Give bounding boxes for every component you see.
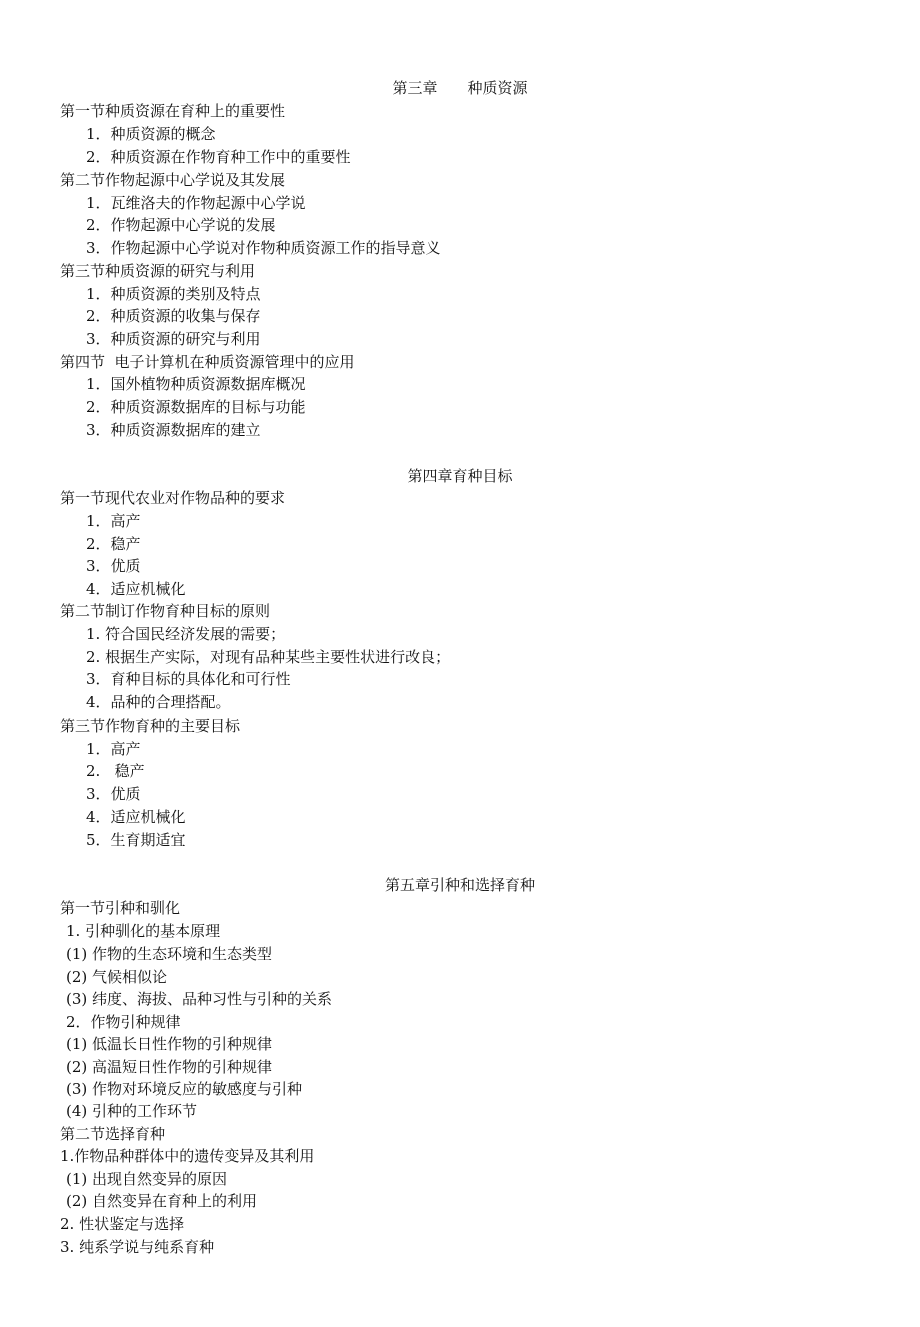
- list-item: 3．育种目标的具体化和可行性: [86, 670, 291, 688]
- section-heading: 第四节 电子计算机在种质资源管理中的应用: [60, 353, 355, 371]
- list-item: 3．作物起源中心学说对作物种质资源工作的指导意义: [86, 239, 441, 257]
- section-heading: 第一节种质资源在育种上的重要性: [60, 102, 286, 120]
- list-item: 1. 符合国民经济发展的需要；: [86, 625, 286, 643]
- list-item: (2) 高温短日性作物的引种规律: [66, 1058, 273, 1076]
- list-item: 4．适应机械化: [86, 580, 186, 598]
- list-item: 2．作物起源中心学说的发展: [86, 216, 276, 234]
- list-item: 5．生育期适宜: [86, 831, 186, 849]
- list-item: 1.作物品种群体中的遗传变异及其利用: [60, 1147, 315, 1165]
- list-item: (2) 自然变异在育种上的利用: [66, 1192, 258, 1210]
- list-item: 3．优质: [86, 785, 141, 803]
- list-item: (3) 纬度、海拔、品种习性与引种的关系: [66, 990, 333, 1008]
- section-heading: 第二节作物起源中心学说及其发展: [60, 171, 286, 189]
- section-heading: 第一节引种和驯化: [60, 899, 181, 917]
- chapter-title: 第四章育种目标: [407, 467, 513, 485]
- list-item: (1) 低温长日性作物的引种规律: [66, 1035, 273, 1053]
- list-item: 3．优质: [86, 557, 141, 575]
- list-item: (1) 作物的生态环境和生态类型: [66, 945, 273, 963]
- section-heading: 第三节作物育种的主要目标: [60, 717, 241, 735]
- list-item: 1. 引种驯化的基本原理: [66, 922, 221, 940]
- section-heading: 第三节种质资源的研究与利用: [60, 262, 256, 280]
- chapter-title: 第五章引种和选择育种: [384, 876, 535, 894]
- section-heading: 第二节选择育种: [60, 1125, 166, 1143]
- list-item: 1．瓦维洛夫的作物起源中心学说: [86, 194, 306, 212]
- list-item: 2. 根据生产实际，对现有品种某些主要性状进行改良；: [86, 648, 451, 666]
- list-item: 4．适应机械化: [86, 808, 186, 826]
- list-item: 1．种质资源的类别及特点: [86, 285, 261, 303]
- list-item: 2．稳产: [86, 535, 141, 553]
- list-item: (4) 引种的工作环节: [66, 1102, 198, 1120]
- list-item: 2．种质资源在作物育种工作中的重要性: [86, 148, 351, 166]
- list-item: 3．种质资源的研究与利用: [86, 330, 261, 348]
- section-heading: 第一节现代农业对作物品种的要求: [60, 489, 286, 507]
- list-item: 2．种质资源数据库的目标与功能: [86, 398, 306, 416]
- list-item: 3．种质资源数据库的建立: [86, 421, 261, 439]
- list-item: 4．品种的合理搭配。: [86, 693, 231, 711]
- list-item: 1．高产: [86, 740, 141, 758]
- list-item: 2. 稳产: [86, 762, 145, 780]
- list-item: 1．国外植物种质资源数据库概况: [86, 375, 306, 393]
- list-item: 3. 纯系学说与纯系育种: [60, 1238, 215, 1256]
- list-item: 2．作物引种规律: [66, 1013, 181, 1031]
- list-item: 1．种质资源的概念: [86, 125, 216, 143]
- chapter-title: 第三章 种质资源: [392, 79, 528, 97]
- list-item: (1) 出现自然变异的原因: [66, 1170, 228, 1188]
- list-item: 2. 性状鉴定与选择: [60, 1215, 185, 1233]
- list-item: 2．种质资源的收集与保存: [86, 307, 261, 325]
- list-item: 1．高产: [86, 512, 141, 530]
- list-item: (2) 气候相似论: [66, 968, 168, 986]
- list-item: (3) 作物对环境反应的敏感度与引种: [66, 1080, 303, 1098]
- section-heading: 第二节制订作物育种目标的原则: [60, 602, 271, 620]
